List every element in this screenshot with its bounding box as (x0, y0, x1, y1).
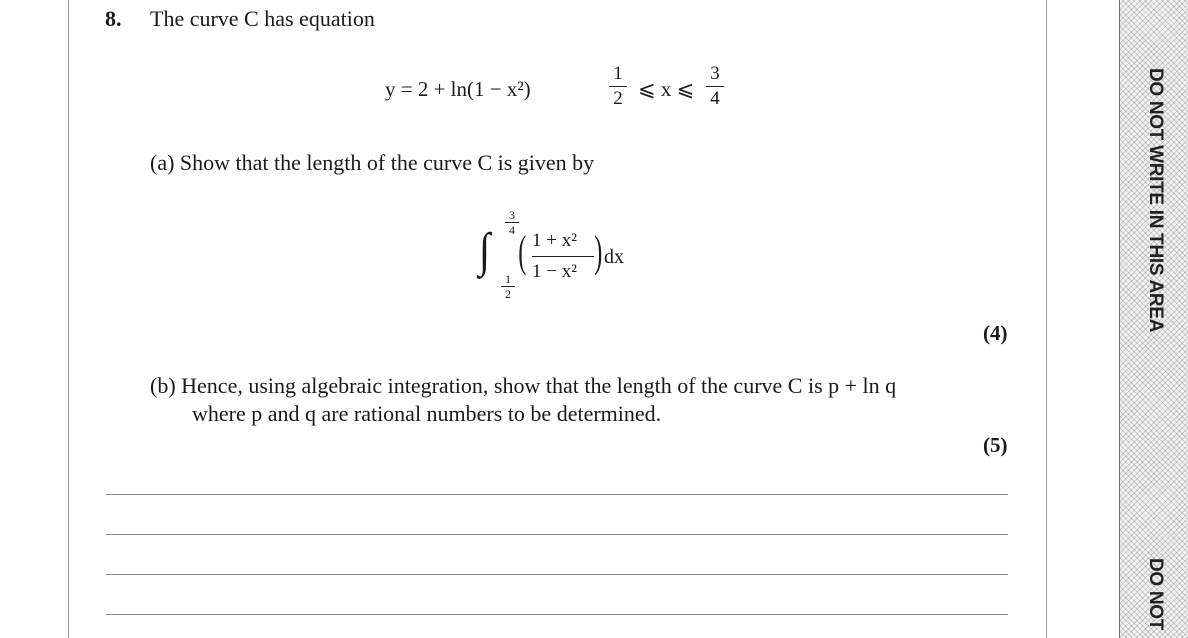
answer-line[interactable] (106, 574, 1008, 575)
right-bracket: ) (594, 227, 603, 276)
integrand-fraction-bar (532, 256, 594, 257)
integrand-numerator: 1 + x² (532, 230, 577, 251)
integral-differential: dx (604, 246, 624, 268)
margin-warning-text: DO NOT WRITE IN THIS AREA (1145, 68, 1166, 333)
part-b-text-line1: (b) Hence, using algebraic integration, show that the length of the curve C is p + ln q (150, 373, 897, 398)
page-left-border (68, 0, 69, 638)
fraction-bar (609, 86, 627, 87)
part-a-marks: (4) (983, 321, 1008, 345)
integrand-denominator: 1 − x² (532, 261, 577, 282)
answer-line[interactable] (106, 614, 1008, 615)
integral-upper-limit (505, 209, 519, 236)
integral-lower-limit (501, 273, 515, 300)
answer-line[interactable] (106, 494, 1008, 495)
question-number: 8. (105, 6, 122, 31)
curve-equation: y = 2 + ln(1 − x²) (385, 77, 531, 101)
range-lower-numerator: 1 (613, 63, 623, 84)
question-intro: The curve C has equation (150, 6, 375, 31)
range-upper-fraction (706, 64, 724, 109)
range-upper-numerator: 3 (710, 63, 720, 84)
integral-sign: ∫ (478, 224, 491, 277)
range-lower-fraction (609, 64, 627, 109)
part-a-text: (a) Show that the length of the curve C is given by (150, 150, 595, 175)
part-b-text-line2: where p and q are rational numbers to be determined. (192, 401, 662, 426)
range-upper-denominator: 4 (710, 88, 720, 109)
left-bracket: ( (518, 227, 527, 276)
answer-line[interactable] (106, 534, 1008, 535)
upper-limit-denominator: 4 (509, 223, 515, 237)
page-right-border (1046, 0, 1047, 638)
lower-limit-denominator: 2 (505, 287, 511, 301)
fraction-bar (706, 86, 724, 87)
margin-warning-text-partial: DO NOT (1145, 558, 1166, 631)
lower-limit-numerator: 1 (505, 272, 511, 286)
range-inequality: ⩽ x ⩽ (638, 77, 695, 101)
upper-limit-numerator: 3 (509, 208, 515, 222)
range-lower-denominator: 2 (613, 88, 623, 109)
part-b-marks: (5) (983, 433, 1008, 457)
